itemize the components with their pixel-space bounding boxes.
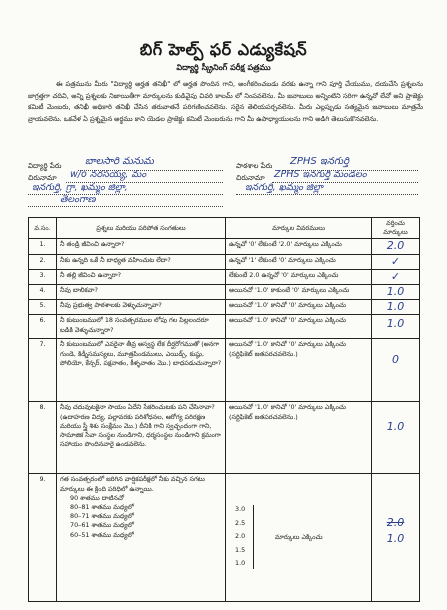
col-header-marks: వర్తించు మార్కులు (372, 218, 420, 239)
scale-value: 1.5 (235, 545, 246, 554)
row-criteria: అయినచో '1.0' కానిచో '0' మార్కులు ఎక్కించు (226, 315, 372, 339)
school-address-line-2 (236, 194, 418, 195)
row-criteria: అయినచో '1.0' కానిచో '0' మార్కులు ఎక్కించు (సర్టిఫికెట్ జతపరచవలెను.) (226, 402, 372, 474)
row-mark-value: 1.0 (386, 300, 405, 314)
row-criteria: అయినచో '1.0' కానిచో '0' మార్కులు ఎక్కించు (సర్టిఫికెట్ జతపరచవలెను.) (226, 339, 372, 402)
row-number: 5. (29, 300, 57, 315)
row-question: నీ కుటుంబములో ఎవరైనా తీవ్ర అస్వస్థ లేక దీర్ఘరోగముతో (అనగా గుండె, కిడ్నీసమస్యలు, మూత్రపిండములు, ఎయిడ్స్, కుష్ఠు, పోలియో, కేన్సర్, పక్షవాతం, కీళ్ళవాతం మొ.) బాధపడుచున్నారా? (57, 339, 226, 402)
table-row (29, 474, 420, 602)
row-number: 8. (29, 402, 57, 474)
row-number: 6. (29, 315, 57, 339)
table-row (29, 239, 420, 254)
table-row (29, 269, 420, 284)
table-row (29, 285, 420, 300)
school-address-value-1: ZPHS ఇనగుర్తి మండలం (274, 169, 367, 180)
questions-table (28, 217, 420, 602)
row-mark-cell[interactable] (372, 269, 420, 284)
school-name-value: ZPHS ఇనగుర్తి (290, 156, 350, 167)
row-mark-cell[interactable] (372, 474, 420, 602)
row-mark-value: 1.0 (386, 420, 405, 434)
address-value-3: తెలంగాణ (60, 194, 96, 205)
option-line: 70–61 శాతము మధ్యలో (70, 521, 134, 530)
row-question-block (57, 474, 226, 602)
row-mark-cell[interactable] (372, 402, 420, 474)
row-mark-value: 1.0 (386, 532, 405, 546)
school-name-label: పాఠశాల పేరు (236, 162, 273, 170)
address-line-3 (28, 206, 223, 207)
row-number: 1. (29, 239, 57, 254)
row-mark-struck-value: 2.0 (386, 516, 405, 530)
school-address-value-2: ఇనగుర్తి, ఖమ్మం జిల్లా (245, 182, 323, 193)
table-row (29, 300, 420, 315)
row-criteria: అయినచో '1.0' కాకుంటే '0' మార్కులు ఎక్కించు (226, 285, 372, 300)
row-mark-value: ✓ (390, 254, 401, 268)
row-mark-cell[interactable] (372, 239, 420, 254)
table-row (29, 339, 420, 402)
address-value-1: w/o నరసయ్య, మం (70, 169, 147, 180)
row-mark-value: ✓ (390, 269, 401, 283)
row-mark-value: 0 (392, 353, 399, 367)
table-row (29, 254, 420, 269)
scale-value: 2.5 (235, 518, 246, 527)
document-subtitle: విద్యార్థి స్క్రీనింగ్ పరీక్ష పత్రము (176, 63, 271, 72)
row-number: 7. (29, 339, 57, 402)
student-name-value: బాలసారి మనుమ (85, 156, 154, 167)
row-question: నీవు చదువుటకైనా సాయం ఏదేని సేకరించుటకు పని చేసినావా? (ఉదాహరణ విద్య, పల్లావరకు పరిశోధనల, ఆరోగ్య పరిరక్షణ మరియు స్త్రీ శిశు సంక్షేమం మొ.) దీనికి గాని స్వచ్ఛందంగా గాని, సామాజిక సేవా సంస్థల నుండిగాని, ధర్మసంస్థల నుండిగాని క్రమంగా సహాయం పొందినవారై ఉండవలెను. (57, 402, 226, 474)
address-line-2 (28, 194, 223, 195)
document-title: బిగ్ హెల్ప్ ఫర్ ఎడ్యుకేషన్ (139, 40, 308, 59)
scale-value: 2.0 (235, 532, 246, 541)
row-question: నీ తండ్రి జీవించి ఉన్నారా? (57, 239, 226, 254)
school-address-label: చిరునామా (236, 174, 265, 182)
row-mark-value: 1.0 (386, 285, 405, 299)
score-scale (235, 503, 245, 571)
option-line: 60–51 శాతము మధ్యలో (70, 530, 134, 539)
row-question: నీ తల్లి జీవించి ఉన్నారా? (57, 269, 226, 284)
col-header-criteria: మార్కుల వివరములు (226, 218, 372, 239)
col-header-question: ప్రశ్నలు మరియు పరిపోత సంగతులు (57, 218, 226, 239)
row-criteria: లేకుంటే 2.0 ఉన్నచో '0' మార్కులు ఎక్కించు (226, 269, 372, 284)
row-question: నీవు ప్రభుత్వ పాఠశాలకు వెళ్ళుచున్నావా? (57, 300, 226, 315)
row-question: గత సంవత్సరంలో జరిగిన వార్షికపరీక్షలో నీకు వచ్చిన సగటు మార్కులు ఈ క్రింది పరిధిలో ఉన్నాయి. (60, 475, 205, 493)
scale-value: 1.0 (235, 559, 246, 568)
scale-value: 3.0 (235, 505, 246, 514)
scale-brace (253, 505, 254, 569)
row-question: నీకు ఉన్నది ఒకే నీ బాధ్యత వహించుట లేదా? (57, 254, 226, 269)
option-line: 80–81 శాతము మధ్యలో (70, 503, 134, 512)
address-label: చిరునామా (28, 174, 57, 182)
table-row (29, 402, 420, 474)
instructions-paragraph: ఈ పత్రమును మీరు "విద్యార్థి అర్హత తనిఖీ" లో అర్హత పొందిన గాని, అంగీకరించబడు వరకు ఉన్నా గాని పూర్తి చేయుము, దయచేసి ప్రశ్నలను జాగ్రత్తగా చదివి, అన్ని ప్రశ్నలకు నిజాయితీగా మార్కులను కుడివైపు చివరి కాలమ్ లో నింపవలెను. మీ జవాబులు అన్నింటిని సరిగా ఉన్నవో లేవో అని ప్రాజెక్టు కమిటీ మెంబరు, తనిఖీ అధికారి తనిఖీ చేసిన తరువాతనే పరిగణించవలెను. సరైన తెలియపర్చవలెను. మీరు ఎల్లప్పుడు సత్యమైన జవాబులు మాత్రమే వ్రాయవలెను. ఒకవేళ ఏ ప్రశ్నమైన అర్థము కాని యెడల ప్రాజెక్టు కమిటీ మెంబరును గాని మీ ఉపాధ్యాయులను గాని అడిగి తెలుసుకొనవలెను. (28, 80, 423, 123)
row-mark-cell[interactable] (372, 315, 420, 339)
row-number: 9. (29, 474, 57, 602)
row-criteria: మార్కులు ఎక్కించు (275, 533, 323, 542)
address-value-2: ఇనగుర్తి, గ్రా, ఖమ్మం జిల్లా, (32, 182, 128, 193)
col-header-number: వ.సం. (29, 218, 57, 239)
row-mark-value: 1.0 (386, 317, 405, 331)
row-mark-cell[interactable] (372, 339, 420, 402)
row-number: 2. (29, 254, 57, 269)
row-question: నీవు బాలికవా? (57, 285, 226, 300)
row-criteria: అయినచో '1.0' కానిచో '0' మార్కులు ఎక్కించు (226, 300, 372, 315)
row-criteria: ఉన్నచో '1' లేకుంటే '0' మార్కులు ఎక్కించు (226, 254, 372, 269)
option-line: 90 శాతము దాటినచో (70, 493, 124, 502)
row-mark-cell[interactable] (372, 254, 420, 269)
row-mark-value: 2.0 (386, 239, 405, 253)
row-mark-cell[interactable] (372, 300, 420, 315)
row-mark-cell[interactable] (372, 285, 420, 300)
row-number: 3. (29, 269, 57, 284)
row-question: నీ కుటుంబములో 18 సంవత్సరముల లోపు గల పిల్లలందరూ బడికి వెళ్ళుచున్నారా? (57, 315, 226, 339)
table-header-row (29, 218, 420, 239)
row-criteria: ఉన్నచో '0' లేకుంటే '2.0' మార్కులు ఎక్కించు (226, 239, 372, 254)
option-line: 80–71 శాతము మధ్యలో (70, 512, 134, 521)
row-criteria-block (226, 474, 372, 602)
table-row (29, 315, 420, 339)
student-name-label: విద్యార్థి పేరు (28, 162, 62, 170)
row-number: 4. (29, 285, 57, 300)
